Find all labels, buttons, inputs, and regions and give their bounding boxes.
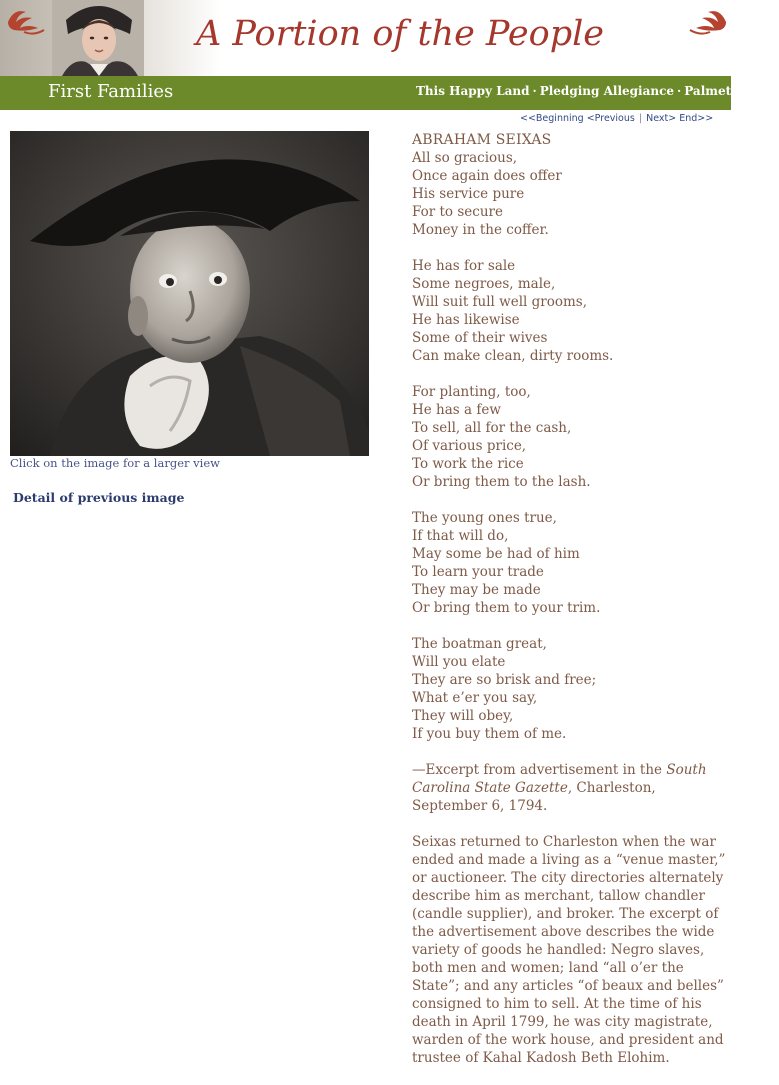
article-heading: ABRAHAM SEIXAS bbox=[412, 132, 552, 148]
source-publication: South Carolina State Gazette bbox=[412, 762, 707, 796]
poem-line: They will obey, bbox=[412, 708, 514, 724]
poem-stanza-5 bbox=[412, 635, 726, 743]
section-navigation-bar bbox=[0, 76, 779, 110]
source-prefix: —Excerpt from advertisement in the bbox=[412, 762, 667, 778]
nav-link-this-happy-land[interactable]: This Happy Land bbox=[416, 84, 530, 98]
poem-line: If you buy them of me. bbox=[412, 726, 567, 742]
pager-beginning-link[interactable]: <<Beginning bbox=[520, 113, 584, 124]
poem-line: He has for sale bbox=[412, 258, 516, 274]
excerpt-source bbox=[412, 761, 726, 815]
poem-line: Will suit full well grooms, bbox=[412, 294, 587, 310]
page-pager bbox=[520, 113, 713, 124]
poem-line: Once again does offer bbox=[412, 168, 562, 184]
poem-line: For planting, too, bbox=[412, 384, 531, 400]
image-caption: Click on the image for a larger view bbox=[10, 456, 220, 470]
pager-end-link[interactable]: End>> bbox=[679, 113, 714, 124]
poem-line: Can make clean, dirty rooms. bbox=[412, 348, 614, 364]
poem-line: Or bring them to the lash. bbox=[412, 474, 591, 490]
poem-stanza-1 bbox=[412, 149, 726, 239]
detail-of-previous-image-link[interactable]: Detail of previous image bbox=[13, 490, 185, 505]
poem-line: May some be had of him bbox=[412, 546, 580, 562]
flourish-ornament-icon bbox=[688, 4, 730, 38]
poem-line: Some negroes, male, bbox=[412, 276, 556, 292]
article-body bbox=[412, 131, 726, 1085]
pager-divider: | bbox=[638, 113, 643, 124]
poem-line: Or bring them to your trim. bbox=[412, 600, 601, 616]
poem-stanza-2 bbox=[412, 257, 726, 365]
poem-line: The young ones true, bbox=[412, 510, 557, 526]
poem-line: Money in the coffer. bbox=[412, 222, 549, 238]
nav-separator: · bbox=[677, 84, 682, 98]
poem-line: What e’er you say, bbox=[412, 690, 538, 706]
poem-line: His service pure bbox=[412, 186, 525, 202]
poem-line: They may be made bbox=[412, 582, 541, 598]
poem-line: Will you elate bbox=[412, 654, 506, 670]
poem-stanza-4 bbox=[412, 509, 726, 617]
section-title: First Families bbox=[48, 81, 174, 102]
poem-line: The boatman great, bbox=[412, 636, 547, 652]
portrait-image bbox=[10, 131, 369, 456]
poem-line: He has a few bbox=[412, 402, 501, 418]
site-header bbox=[0, 0, 731, 76]
poem-line: They are so brisk and free; bbox=[412, 672, 597, 688]
nav-link-palmetto-jews[interactable]: Palmetto Jews bbox=[684, 84, 779, 98]
poem-line: To sell, all for the cash, bbox=[412, 420, 572, 436]
poem-line: To learn your trade bbox=[412, 564, 544, 580]
nav-link-pledging-allegiance[interactable]: Pledging Allegiance bbox=[539, 84, 675, 98]
poem-stanza-3 bbox=[412, 383, 726, 491]
source-suffix: , Charleston, September 6, 1794. bbox=[412, 780, 656, 814]
section-links bbox=[416, 84, 779, 98]
poem-line: Some of their wives bbox=[412, 330, 548, 346]
poem-line: To work the rice bbox=[412, 456, 524, 472]
poem-line: All so gracious, bbox=[412, 150, 518, 166]
header-portrait-image bbox=[52, 0, 144, 76]
pager-previous-link[interactable]: <Previous bbox=[586, 113, 635, 124]
poem-line: He has likewise bbox=[412, 312, 520, 328]
site-title[interactable]: A Portion of the People bbox=[196, 14, 605, 54]
flourish-ornament-icon bbox=[4, 6, 46, 38]
pager-next-link[interactable]: Next> bbox=[646, 113, 677, 124]
poem-line: Of various price, bbox=[412, 438, 527, 454]
poem-line: If that will do, bbox=[412, 528, 509, 544]
closing-paragraph: Seixas returned to Charleston when the war ended and made a living as a “venue master,” or auctioneer. The city directories alternately describe him as merchant, tallow chandler (candle supplier), and broker. The excerpt of the advertisement above describes the wide variety of goods he handled: Negro slaves, both men and women; land “all o’er the State”; and any articles “of beaux and belles” consigned to him to sell. At the time of his death in April 1799, he was city magistrate, warden of the work house, and president and trustee of Kahal Kadosh Beth Elohim. bbox=[412, 834, 726, 1066]
portrait-image-link[interactable] bbox=[10, 131, 369, 456]
nav-separator: · bbox=[532, 84, 537, 98]
poem-line: For to secure bbox=[412, 204, 503, 220]
